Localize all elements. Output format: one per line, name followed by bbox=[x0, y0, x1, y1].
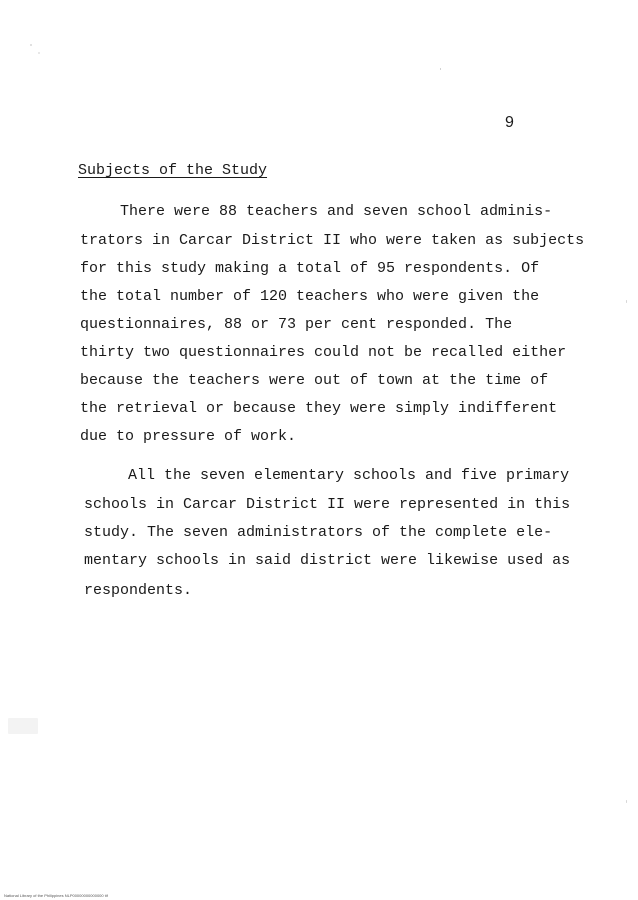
scan-speck bbox=[626, 300, 627, 303]
paragraph-line: for this study making a total of 95 respondents. Of bbox=[80, 260, 540, 277]
paragraph-line: All the seven elementary schools and five primary bbox=[128, 467, 570, 484]
scan-footer: National Library of the Philippines NLP00000000000000 tif bbox=[4, 893, 108, 898]
paragraph-line: There were 88 teachers and seven school adminis- bbox=[120, 203, 553, 220]
paragraph-line: thirty two questionnaires could not be recalled either bbox=[80, 344, 567, 361]
paragraph-line: the total number of 120 teachers who were given the bbox=[80, 288, 540, 305]
scan-speck bbox=[30, 44, 32, 46]
page-number: 9 bbox=[505, 114, 514, 131]
section-heading: Subjects of the Study bbox=[78, 162, 268, 179]
paragraph-line: because the teachers were out of town at the time of bbox=[80, 372, 549, 389]
scan-speck bbox=[38, 52, 40, 54]
scan-speck bbox=[626, 800, 627, 803]
paragraph-line: mentary schools in said district were likewise used as bbox=[84, 552, 571, 569]
scan-speck bbox=[8, 718, 38, 734]
paragraph-line: respondents. bbox=[84, 582, 193, 599]
paragraph-line: due to pressure of work. bbox=[80, 428, 297, 445]
paragraph-line: study. The seven administrators of the complete ele- bbox=[84, 524, 553, 541]
paragraph-line: schools in Carcar District II were represented in this bbox=[84, 496, 571, 513]
paragraph-line: questionnaires, 88 or 73 per cent responded. The bbox=[80, 316, 513, 333]
scan-speck bbox=[440, 68, 441, 70]
paragraph-line: trators in Carcar District II who were taken as subjects bbox=[80, 232, 585, 249]
paragraph-line: the retrieval or because they were simply indifferent bbox=[80, 400, 558, 417]
